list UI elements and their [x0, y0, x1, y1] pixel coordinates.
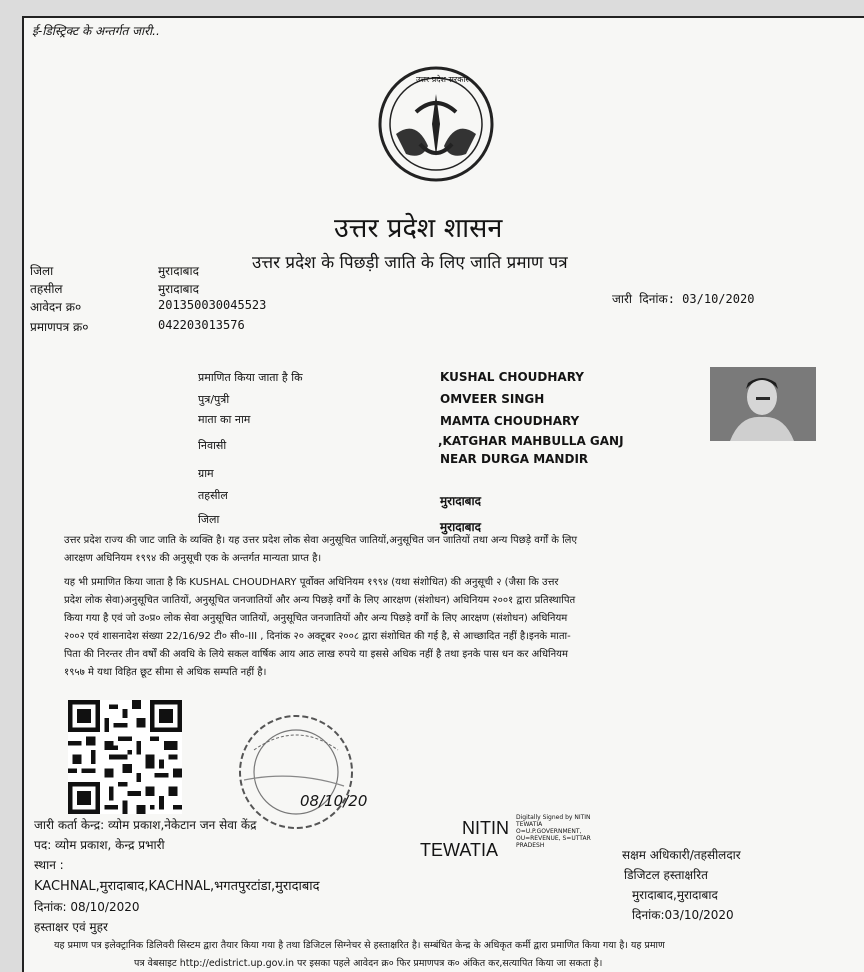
non-creamy-line: २००२ एवं शासनादेश संख्या 22/16/92 टी० सी०-III , दिनांक २० अक्टूबर २००८ द्वारा संशोधित की गई है, से आच्छादित नहीं है।इनके माता-	[64, 631, 571, 642]
certificate-label: प्रमाणपत्र क्र०	[30, 320, 89, 334]
tehsil-value: मुरादाबाद	[158, 282, 200, 296]
authority-designation: सक्षम अधिकारी/तहसीलदार	[622, 848, 741, 862]
document-title: उत्तर प्रदेश शासन	[334, 213, 503, 244]
digitally-signed-label: डिजिटल हस्ताक्षरित	[624, 868, 708, 882]
signer-name-last: TEWATIA	[420, 840, 498, 860]
mother-label: माता का नाम	[198, 413, 251, 426]
village-label: ग्राम	[198, 467, 214, 480]
non-creamy-line: किया गया है एवं जो उ०प्र० लोक सेवा अनुसूचित जातियों, अनुसूचित जनजातियों और अन्य पिछड़े वर्गों के लिए आरक्षण (संशोधन) अधिनियम	[64, 613, 568, 624]
resident-label: निवासी	[198, 439, 227, 452]
footer-note-1: यह प्रमाण पत्र इलेक्ट्रानिक डिलिवरी सिस्टम द्वारा तैयार किया गया है तथा डिजिटल सिग्नेचर से हस्ताक्षरित है। सम्बंधित केन्द्र के अधिकृत कर्मी द्वारा प्रमाणित किया गया है। यह प्रमाण	[54, 940, 665, 951]
application-label: आवेदन क्र०	[30, 300, 82, 314]
footer-note-2: पत्र वेबसाइट http://edistrict.up.gov.in पर इसका पहले आवेदन क्र० फिर प्रमाणपत्र क० अंकित कर,सत्यापित किया जा सकता है।	[134, 958, 603, 969]
certificate-number: 042203013576	[158, 318, 245, 332]
certify-label: प्रमाणित किया जाता है कि	[198, 371, 303, 384]
mother-name: MAMTA CHOUDHARY	[440, 414, 580, 428]
detail-district-label: जिला	[198, 513, 220, 526]
issuer-date: दिनांक: 08/10/2020	[34, 900, 140, 914]
tehsil-label: तहसील	[30, 282, 63, 296]
caste-paragraph	[64, 532, 577, 568]
authority-location: मुरादाबाद,मुरादाबाद	[632, 888, 718, 902]
signature-detail-line: O=U.P.GOVERNMENT,	[516, 828, 582, 835]
non-creamy-line: यह भी प्रमाणित किया जाता है कि KUSHAL CHOUDHARY पूर्वोक्त अधिनियम १९९४ (यथा संशोधित) की अनुसूची २ (जैसा कि उत्तर	[64, 577, 559, 588]
signature-detail-line: Digitally Signed by NITIN	[516, 814, 591, 821]
son-of-label: पुत्र/पुत्री	[198, 393, 230, 406]
detail-tehsil-value: मुरादाबाद	[440, 494, 482, 508]
signature-seal-label: हस्ताक्षर एवं मुहर	[34, 920, 108, 934]
caste-paragraph-line: उत्तर प्रदेश राज्य की जाट जाति के व्यक्ति है। यह उत्तर प्रदेश लोक सेवा अनुसूचित जातियों,अनुसूचित जन जातियों तथा अन्य पिछड़े वर्गों के लिए	[64, 535, 577, 546]
stamp-date: 08/10/20	[300, 792, 368, 810]
detail-tehsil-label: तहसील	[198, 489, 228, 502]
father-name: OMVEER SINGH	[440, 392, 545, 406]
non-creamy-line: १९५७ मे यथा विहित छूट सीमा से अधिक सम्पति नहीं है।	[64, 667, 267, 678]
applicant-name: KUSHAL CHOUDHARY	[440, 370, 584, 384]
issuing-center: जारी कर्ता केन्द्र: व्योम प्रकाश,नेकेटान जन सेवा केंद्र	[34, 818, 257, 832]
application-number: 201350030045523	[158, 298, 267, 312]
signature-detail-line: OU=REVENUE, S=UTTAR	[516, 835, 591, 842]
district-value: मुरादाबाद	[158, 264, 200, 278]
non-creamy-line: प्रदेश लोक सेवा)अनुसूचित जातियों, अनुसूचित जनजातियों और अन्य पिछड़े वर्गों के लिए आरक्षण (संशोधन) अधिनियम २००१ द्वारा प्रतिस्थापित	[64, 595, 576, 606]
place-label: स्थान :	[34, 858, 64, 872]
issuer-post: पद: व्योम प्रकाश, केन्द्र प्रभारी	[34, 838, 165, 852]
applicant-photo	[710, 367, 816, 441]
document-subtitle: उत्तर प्रदेश के पिछड़ी जाति के लिए जाति प्रमाण पत्र	[252, 253, 568, 273]
signature-detail-line: TEWATIA	[516, 821, 543, 828]
non-creamy-paragraph	[64, 574, 575, 682]
signature-details	[516, 814, 591, 849]
signature-detail-line: PRADESH	[516, 842, 545, 849]
certificate-sheet	[22, 16, 864, 972]
non-creamy-line: पिता की निरन्तर तीन वर्षों की अवधि के लिये सकल वार्षिक आय आठ लाख रुपये या इससे अधिक नहीं है तथा इनके पास धन कर अधिनियम	[64, 649, 568, 660]
district-label: जिला	[30, 264, 54, 278]
authority-date: दिनांक:03/10/2020	[632, 908, 734, 922]
emblem-text: उत्तर प्रदेश सरकार	[416, 75, 469, 84]
detail-district-value: मुरादाबाद	[440, 520, 482, 534]
verification-qr-code	[68, 700, 182, 814]
signer-name-first: NITIN	[462, 818, 509, 838]
issue-date: जारी दिनांक: 03/10/2020	[612, 292, 755, 306]
address-line-1: ,KATGHAR MAHBULLA GANJ	[438, 434, 624, 448]
top-note: ई-डिस्ट्रिक्ट के अन्तर्गत जारी..	[32, 24, 160, 38]
address-line-2: NEAR DURGA MANDIR	[440, 452, 589, 466]
place-value: KACHNAL,मुरादाबाद,KACHNAL,भगतपुरटांडा,मुरादाबाद	[34, 879, 320, 894]
caste-paragraph-line: आरक्षण अधिनियम १९९४ की अनुसूची एक के अन्तर्गत मान्यता प्राप्त है।	[64, 553, 322, 564]
